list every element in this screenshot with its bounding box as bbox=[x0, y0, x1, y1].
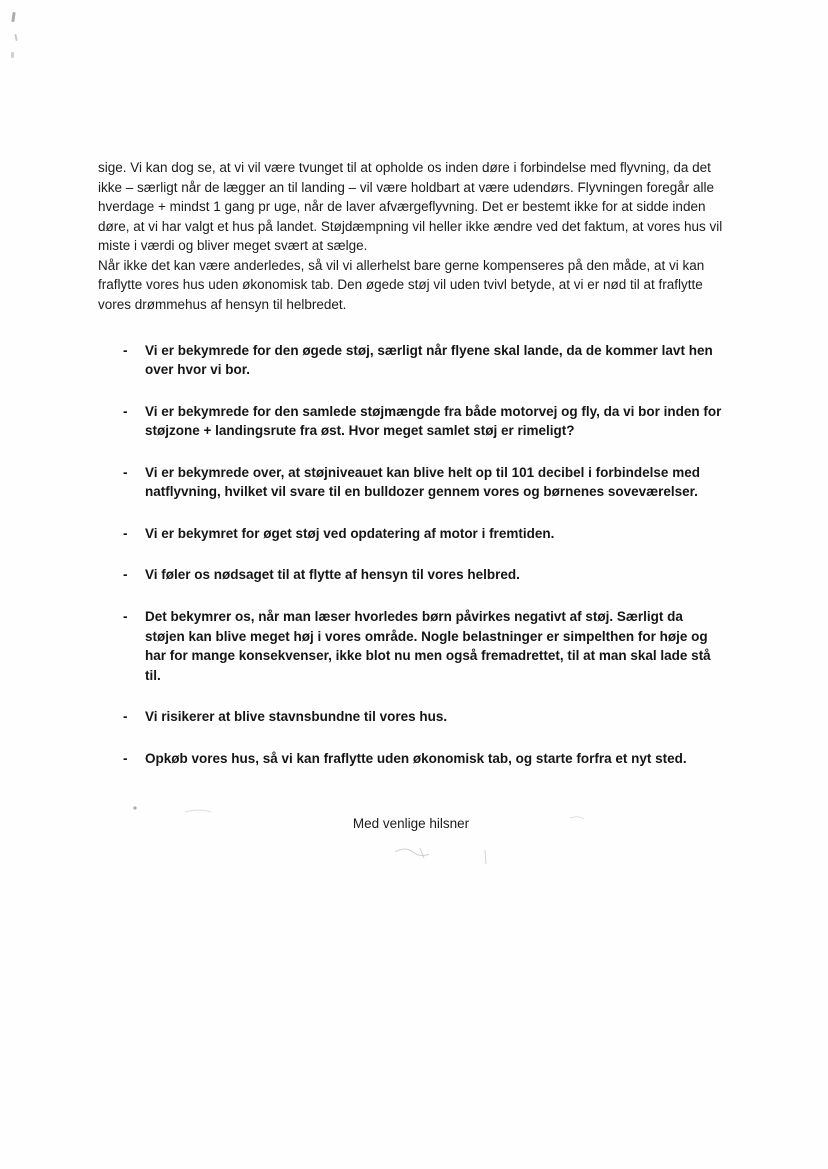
bullet-dash: - bbox=[123, 525, 128, 541]
bullet-item bbox=[98, 749, 724, 769]
bullet-dash: - bbox=[123, 403, 128, 419]
bullet-text: Opkøb vores hus, så vi kan fraflytte uden økonomisk tab, og starte forfra et nyt sted. bbox=[145, 750, 687, 766]
bullet-dash: - bbox=[123, 609, 128, 624]
bullet-item bbox=[98, 341, 724, 380]
scan-artifact bbox=[14, 34, 17, 41]
bullet-item bbox=[98, 707, 724, 727]
bullet-item bbox=[98, 402, 724, 441]
bullet-text: Vi er bekymrede over, at støjniveauet kan blive helt op til 101 decibel i forbindelse med natflyvning, hvilket vil svare til en bulldozer gennem vores og børnenes soveværelser. bbox=[145, 464, 700, 500]
bullet-dash: - bbox=[123, 750, 128, 766]
bullet-text: Vi er bekymrede for den samlede støjmængde fra både motorvej og fly, da vi bor inden for støjzone + landingsrute fra øst. Hvor meget samlet støj er rimeligt? bbox=[145, 403, 722, 439]
bullet-item bbox=[98, 565, 724, 585]
bullet-text: Vi risikerer at blive stavnsbundne til vores hus. bbox=[145, 709, 448, 725]
paragraph-kompensation: Når ikke det kan være anderledes, så vil vi allerhelst bare gerne kompenseres på den måde, at vi kan fraflytte vores hus uden økonomisk tab. Den øgede støj vil uden tvivl betyde, at vi er nød til at fraflytte vores drømmehus af hensyn til helbredet. bbox=[98, 257, 705, 312]
scan-artifact bbox=[11, 52, 14, 58]
bullet-text: Vi er bekymret for øget støj ved opdatering af motor i fremtiden. bbox=[145, 525, 555, 541]
bullet-text: Vi er bekymrede for den øgede støj, særligt når flyene skal lande, da de kommer lavt hen over hvor vi bor. bbox=[145, 342, 713, 378]
bullet-dash: - bbox=[123, 567, 128, 583]
bullet-text: Det bekymrer os, når man læser hvorledes børn påvirkes negativt af støj. Særligt da støjen kan blive meget høj i vores område. Nogle belastninger er simpelthen for høje og har for mange konsekvenser, ikke blot nu men også fremadrettet, til at man skal lade stå til. bbox=[145, 609, 711, 683]
bullet-dash: - bbox=[123, 464, 128, 480]
concern-bullet-list bbox=[98, 341, 724, 769]
bullet-item bbox=[98, 524, 724, 544]
bullet-item bbox=[98, 607, 724, 685]
letter-body bbox=[98, 158, 724, 834]
closing-salutation: Med venlige hilsner bbox=[352, 816, 470, 832]
bullet-dash: - bbox=[123, 342, 128, 358]
bullet-item bbox=[98, 463, 724, 502]
scan-artifact bbox=[11, 12, 15, 22]
bullet-text: Vi føler os nødsaget til at flytte af hensyn til vores helbred. bbox=[145, 567, 520, 583]
bullet-dash: - bbox=[123, 709, 128, 725]
paragraph-flyvning: sige. Vi kan dog se, at vi vil være tvunget til at opholde os inden døre i forbindelse med flyvning, da det ikke – særligt når de lægger an til landing – vil være holdbart at være udendørs. Flyvningen foregår alle hverdage + mindst 1 gang pr uge, når de laver afværgeflyvning. Det er bestemt ikke for at sidde inden døre, at vi har valgt et hus på landet. Støjdæmpning vil heller ikke ændre ved det faktum, at vores hus vil miste i værdi og bliver meget svært at sælge. bbox=[98, 160, 723, 254]
